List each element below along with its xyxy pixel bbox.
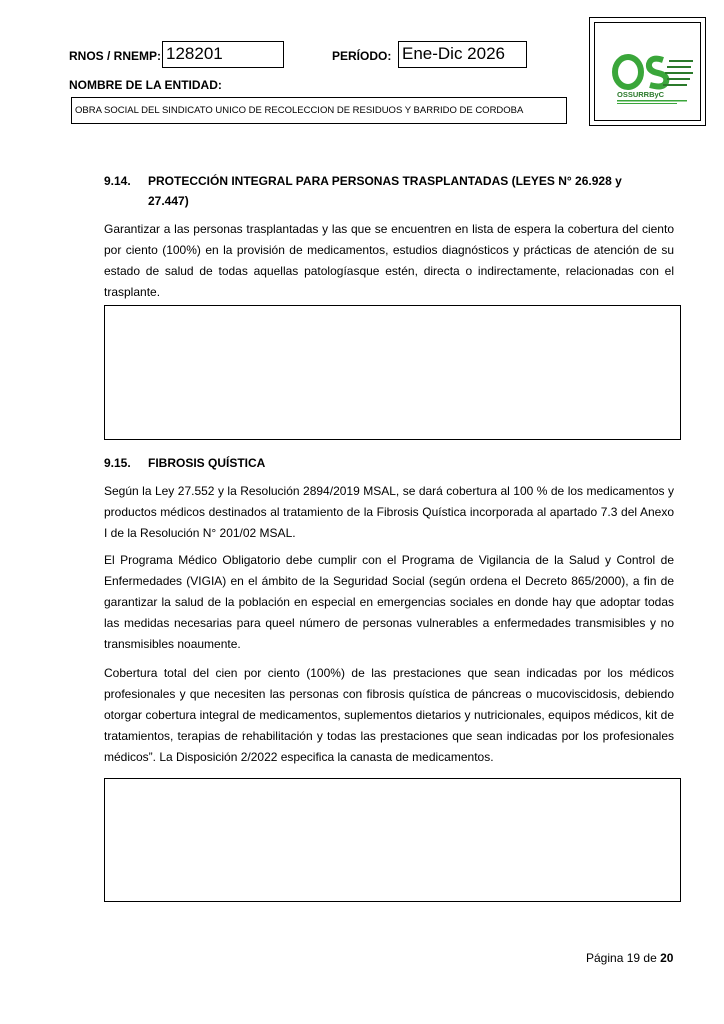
pagina-label: Página bbox=[586, 951, 624, 965]
entidad-field[interactable]: OBRA SOCIAL DEL SINDICATO UNICO DE RECOLECCION DE RESIDUOS Y BARRIDO DE CORDOBA bbox=[71, 97, 567, 124]
entidad-label: NOMBRE DE LA ENTIDAD: bbox=[69, 78, 222, 92]
response-box-9-14[interactable] bbox=[104, 305, 681, 440]
periodo-label: PERÍODO: bbox=[332, 49, 392, 63]
page-current: 19 bbox=[626, 951, 641, 965]
section-heading-9-14 bbox=[104, 171, 684, 192]
section-title: FIBROSIS QUÍSTICA bbox=[148, 456, 266, 470]
page-number bbox=[586, 951, 673, 965]
section-heading-9-15 bbox=[104, 453, 684, 474]
rnos-field[interactable]: 128201 bbox=[162, 41, 284, 68]
de-label: de bbox=[643, 951, 657, 965]
section-title: PROTECCIÓN INTEGRAL PARA PERSONAS TRASPLANTADAS (LEYES N° 26.928 y bbox=[148, 174, 622, 188]
response-box-9-15[interactable] bbox=[104, 778, 681, 902]
periodo-field[interactable]: Ene-Dic 2026 bbox=[398, 41, 527, 68]
rnos-label: RNOS / RNEMP: bbox=[69, 49, 162, 63]
logo-inner-frame bbox=[594, 22, 701, 121]
section-paragraph: Según la Ley 27.552 y la Resolución 2894/2019 MSAL, se dará cobertura al 100 % de los medicamentos y productos médicos destinados al tratamiento de la Fibrosis Quística incorporada al apartado 7.3 del Anexo I de la Resolución N° 201/02 MSAL. bbox=[104, 484, 674, 540]
section-paragraph: Garantizar a las personas trasplantadas y las que se encuentren en lista de espera la cobertura del ciento por ciento (100%) en la provisión de medicamentos, estudios diagnósticos y prácticas de atención de su estado de salud de todas aquellas patologíasque estén, directa o indirectamente, relacionadas con el trasplante. bbox=[104, 222, 674, 299]
section-paragraph: Cobertura total del cien por ciento (100%) de las prestaciones que sean indicadas por los médicos profesionales y que necesiten las personas con fibrosis quística de páncreas o mucoviscidosis, debiendo otorgar cobertura integral de medicamentos, suplementos dietarios y nutricionales, equipos médicos, kit de tratamientos, terapias de rehabilitación y todas las prestaciones que sean indicadas por los profesionales médicos”. La Disposición 2/2022 especifica la canasta de medicamentos. bbox=[104, 666, 674, 764]
organization-logo bbox=[595, 23, 702, 122]
section-number: 9.15. bbox=[104, 456, 131, 470]
section-paragraph: El Programa Médico Obligatorio debe cumplir con el Programa de Vigilancia de la Salud y Control de Enfermedades (VIGIA) en el ámbito de la Seguridad Social (según ordena el Decreto 865/2000), a fin de garantizar la salud de la población en especial en emergencias sociales en donde hay que adoptar todas las medidas necesarias para queel número de personas vulnerables a enfermedades transmisibles y no transmisibles noaumente. bbox=[104, 553, 674, 651]
page-total: 20 bbox=[660, 951, 674, 965]
section-number: 9.14. bbox=[104, 174, 131, 188]
logo-frame bbox=[589, 17, 706, 126]
svg-text:OSSURRByC: OSSURRByC bbox=[617, 90, 665, 99]
section-title-continuation: 27.447) bbox=[148, 194, 189, 208]
